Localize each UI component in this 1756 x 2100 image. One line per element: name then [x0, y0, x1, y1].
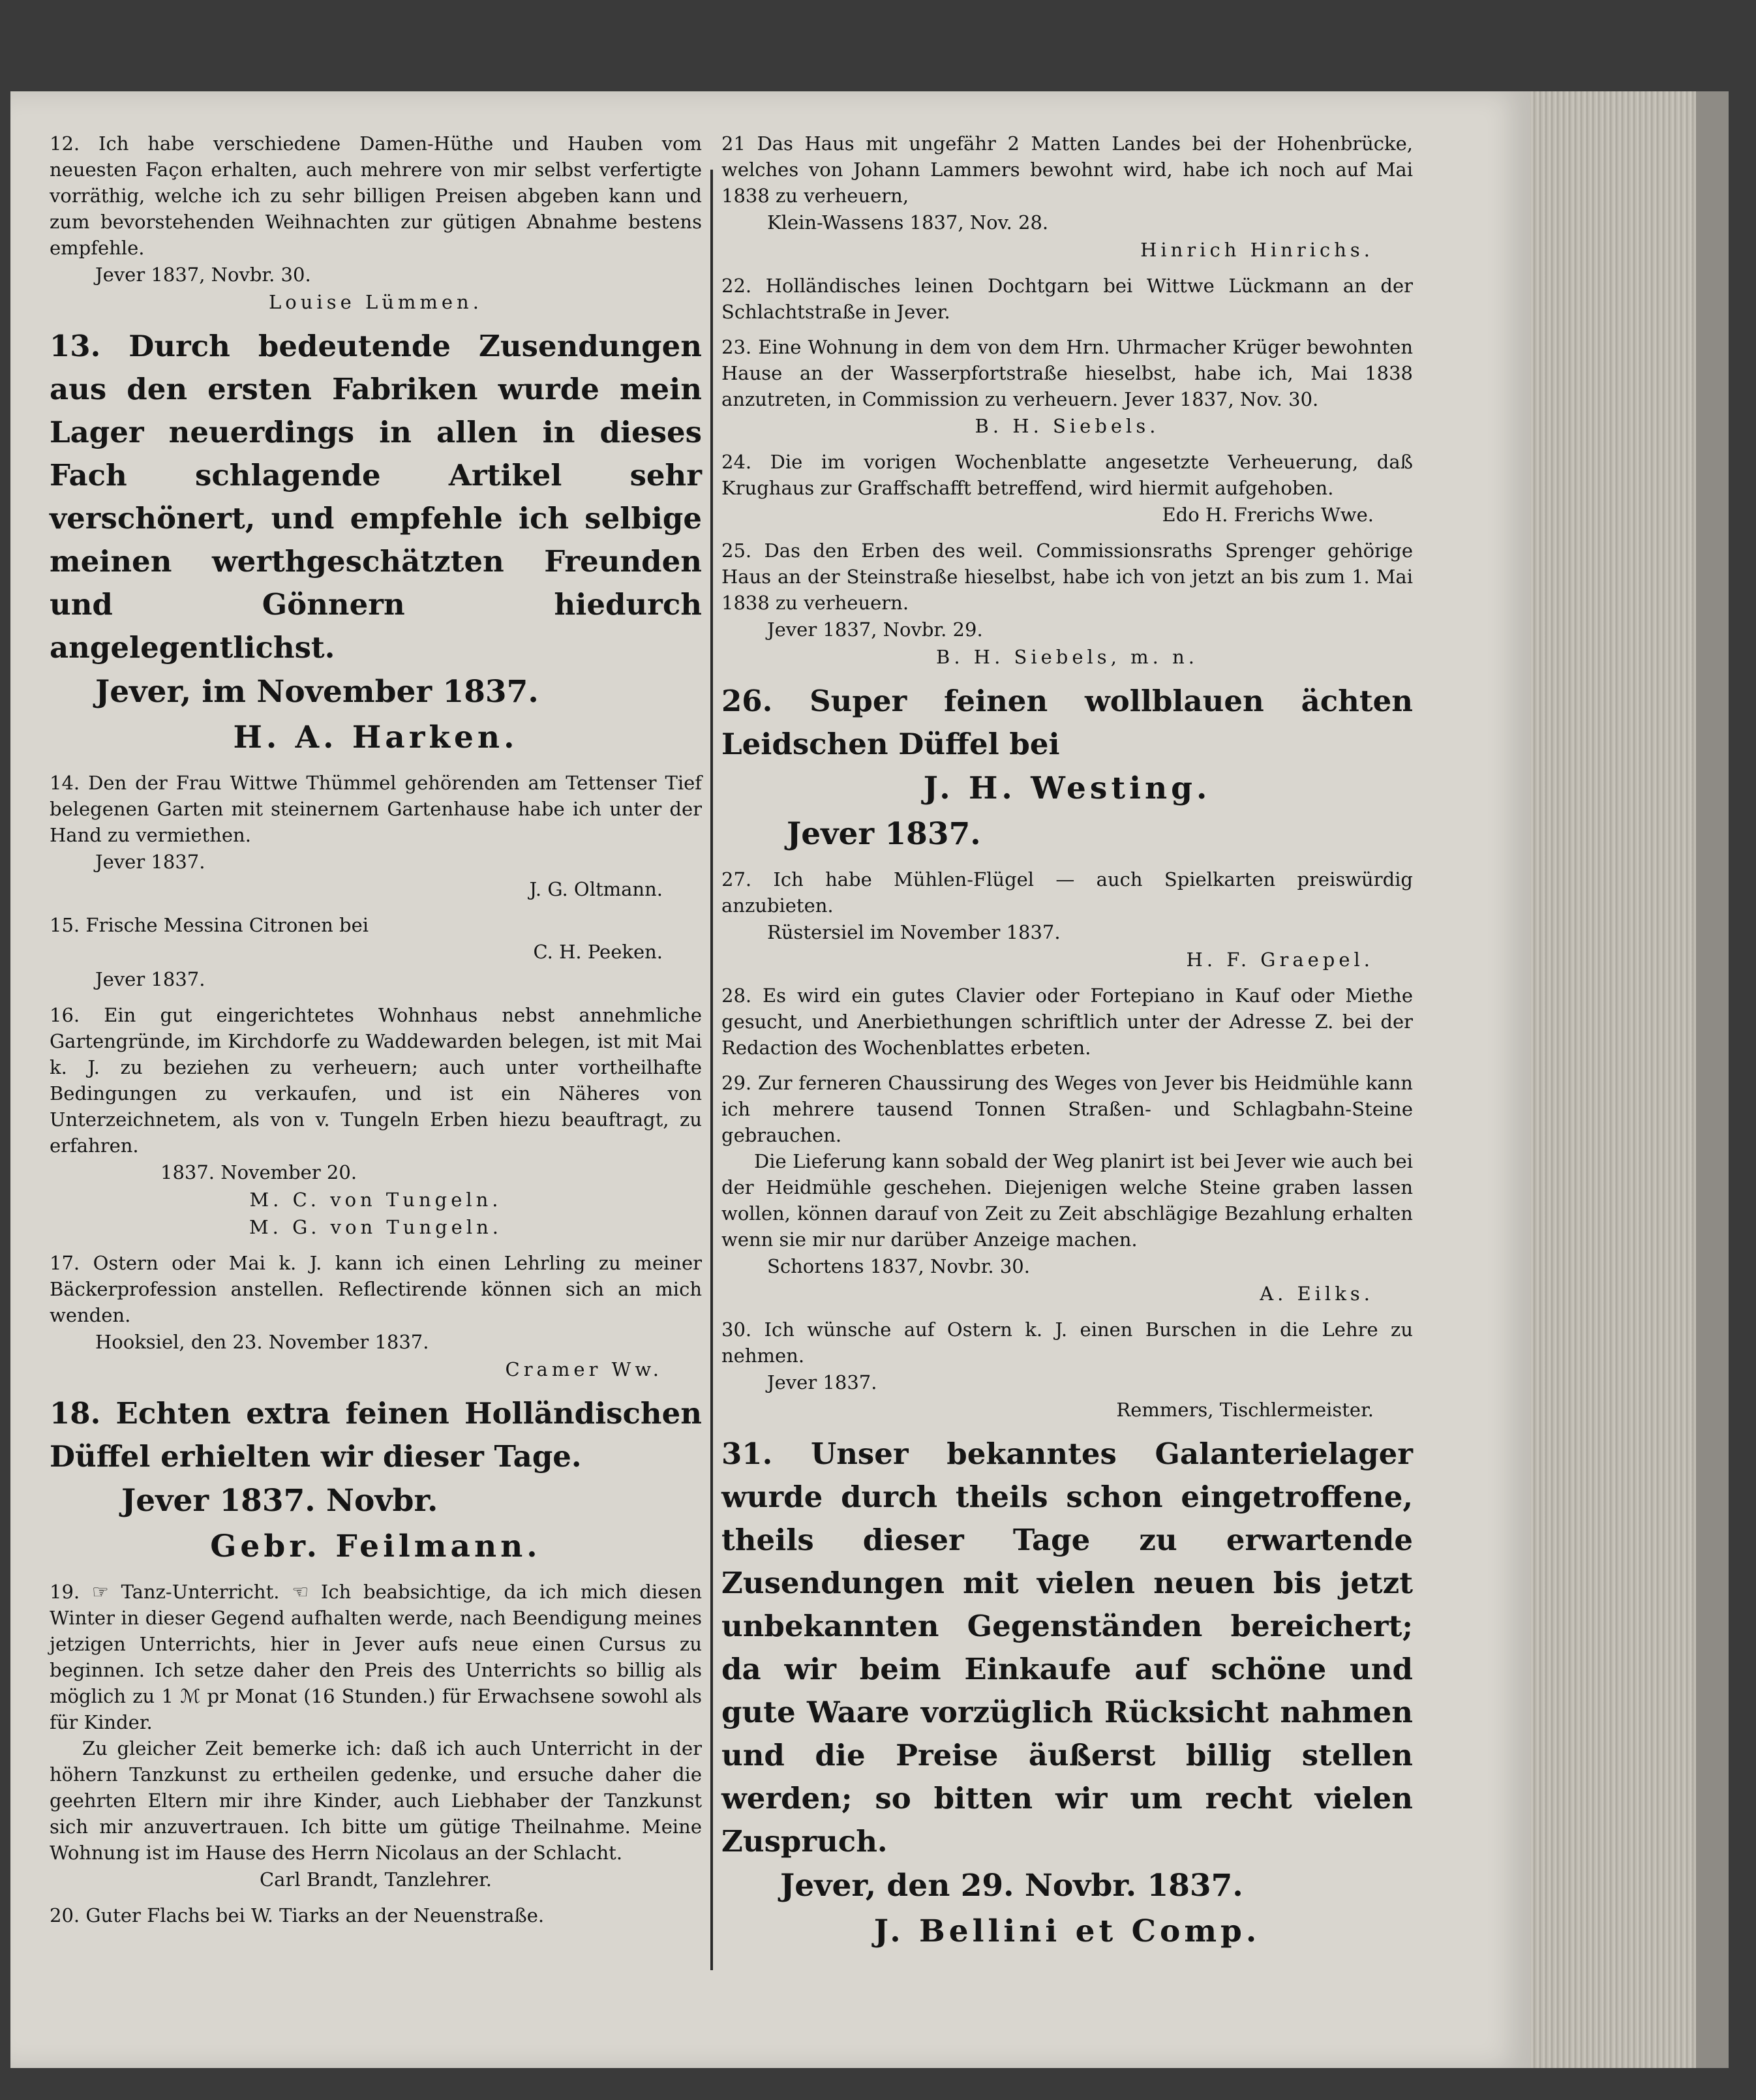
notice-21: 21 Das Haus mit ungefähr 2 Matten Landes bei der Hohenbrücke, welches von Johann Lammers bewohnt wird, habe ich noch auf Mai 1838 zu verheuern, Klein-Wassens 1837, Nov. 28. Hinrich Hinrichs. — [721, 132, 1413, 261]
notice-16: 16. Ein gut eingerichtetes Wohnhaus nebst annehmliche Gartengründe, im Kirchdorfe zu Waddewarden belegen, ist mit Mai k. J. zu beziehen zu verheuern; auch unter vortheilhafte Bedingungen zu verkaufen, und ist ein Näheres von Unterzeichnetem, als von v. Tungeln Erben hiezu beauftragt, zu erfahren. 1837. November 20. M. C. von Tungeln. M. G. von Tungeln. — [50, 1004, 702, 1238]
notice-28: 28. Es wird ein gutes Clavier oder Fortepiano in Kauf oder Miethe gesucht, und Anerbiethungen schriftlich unter der Adresse Z. bei der Redaction des Wochenblattes erbeten. — [721, 984, 1413, 1059]
notice-12: 12. Ich habe verschiedene Damen-Hüthe und Hauben vom neuesten Façon erhalten, auch mehrere von mir selbst verfertigte vorräthig, welche ich zu sehr billigen Preisen abgeben kann und zum bevorstehenden Weihnachten zur gütigen Abnahme bestens empfehle. Jever 1837, Novbr. 30. Louise Lümmen. — [50, 132, 702, 313]
notice-27: 27. Ich habe Mühlen-Flügel — auch Spielkarten preiswürdig anzubieten. Rüstersiel im November 1837. H. F. Graepel. — [721, 868, 1413, 971]
notice-23: 23. Eine Wohnung in dem von dem Hrn. Uhrmacher Krüger bewohnten Hause an der Wasserpfortstraße hieselbst, habe ich, Mai 1838 anzutreten, in Commission zu verheuern. Jever 1837, Nov. 30. B. H. Siebels. — [721, 336, 1413, 437]
notice-18: 18. Echten extra feinen Holländischen Düffel erhielten wir dieser Tage. Jever 1837. Novbr. Gebr. Feilmann. — [50, 1396, 702, 1564]
notice-26: 26. Super feinen wollblauen ächten Leidschen Düffel bei J. H. Westing. Jever 1837. — [721, 684, 1413, 852]
right-column — [721, 130, 1413, 1964]
notice-14: 14. Den der Frau Wittwe Thümmel gehörenden am Tettenser Tief belegenen Garten mit steinernem Gartenhause habe ich unter der Hand zu vermiethen. Jever 1837. J. G. Oltmann. — [50, 772, 702, 900]
notice-20: 20. Guter Flachs bei W. Tiarks an der Neuenstraße. — [50, 1904, 545, 1926]
notice-15: 15. Frische Messina Citronen bei C. H. Peeken. Jever 1837. — [50, 914, 663, 990]
book-cover-edge — [1696, 91, 1729, 2068]
notice-13: 13. Durch bedeutende Zusendungen aus den ersten Fabriken wurde mein Lager neuerdings in allen in dieses Fach schlagende Artikel sehr verschönert, und empfehle ich selbige meinen werthgeschätzten Freunden und Gönnern hiedurch angelegentlichst. Jever, im November 1837. H. A. Harken. — [50, 329, 702, 755]
notice-31: 31. Unser bekanntes Galanterielager wurde durch theils schon eingetroffene, theils dieser Tage zu erwartende Zusendungen mit vielen neuen bis jetzt unbekannten Gegenständen bereichert; da wir beim Einkaufe auf schöne und gute Waare vorzüglich Rücksicht nahmen und die Preise äußerst billig stellen werden; so bitten wir um recht vielen Zuspruch. Jever, den 29. Novbr. 1837. J. Bellini et Comp. — [721, 1437, 1413, 1949]
notice-19: 19. ☞ Tanz-Unterricht. ☜ Ich beabsichtige, da ich mich diesen Winter in dieser Gegend aufhalten werde, nach Beendigung meines jetzigen Unterrichts, hier in Jever aufs neue einen Cursus zu beginnen. Ich setze daher den Preis des Unterrichts so billig als möglich zu 1 ℳ pr Monat (16 Stunden.) für Erwachsene sowohl als für Kinder. Zu gleicher Zeit bemerke ich: daß ich auch Unterricht in der höhern Tanzkunst zu ertheilen gedenke, und ersuche daher die geehrten Eltern mir ihre Kinder, auch Liebhaber der Tanzkunst sich mir anzuvertrauen. Ich bitte um gütige Theilnahme. Meine Wohnung ist im Hause des Herrn Nicolaus an der Schlacht. Carl Brandt, Tanzlehrer. — [50, 1581, 702, 1891]
left-column — [50, 130, 702, 1938]
column-divider — [710, 170, 713, 1970]
notice-22: 22. Holländisches leinen Dochtgarn bei Wittwe Lückmann an der Schlachtstraße in Jever. — [721, 275, 1413, 323]
notice-30: 30. Ich wünsche auf Ostern k. J. einen Burschen in die Lehre zu nehmen. Jever 1837. Remmers, Tischlermeister. — [721, 1318, 1413, 1421]
notice-24: 24. Die im vorigen Wochenblatte angesetzte Verheuerung, daß Krughaus zur Graffschafft betreffend, wird hiermit aufgehoben. Edo H. Frerichs Wwe. — [721, 451, 1413, 526]
notice-25: 25. Das den Erben des weil. Commissionsraths Sprenger gehörige Haus an der Steinstraße hieselbst, habe ich von jetzt an bis zum 1. Mai 1838 zu verheuern. Jever 1837, Novbr. 29. B. H. Siebels, m. n. — [721, 540, 1413, 668]
newspaper-page — [10, 91, 1530, 2068]
notice-29: 29. Zur ferneren Chaussirung des Weges von Jever bis Heidmühle kann ich mehrere tausend Tonnen Straßen- und Schlagbahn-Steine gebrauchen. Die Lieferung kann sobald der Weg planirt ist bei Jever wie auch bei der Heidmühle geschehen. Diejenigen welche Steine graben lassen wollen, können darauf von Zeit zu Zeit abschlägige Bezahlung erhalten wenn sie mir nur darüber Anzeige machen. Schortens 1837, Novbr. 30. A. Eilks. — [721, 1072, 1413, 1305]
notice-17: 17. Ostern oder Mai k. J. kann ich einen Lehrling zu meiner Bäckerprofession anstellen. Reflectirende können sich an mich wenden. Hooksiel, den 23. November 1837. Cramer Ww. — [50, 1252, 702, 1380]
